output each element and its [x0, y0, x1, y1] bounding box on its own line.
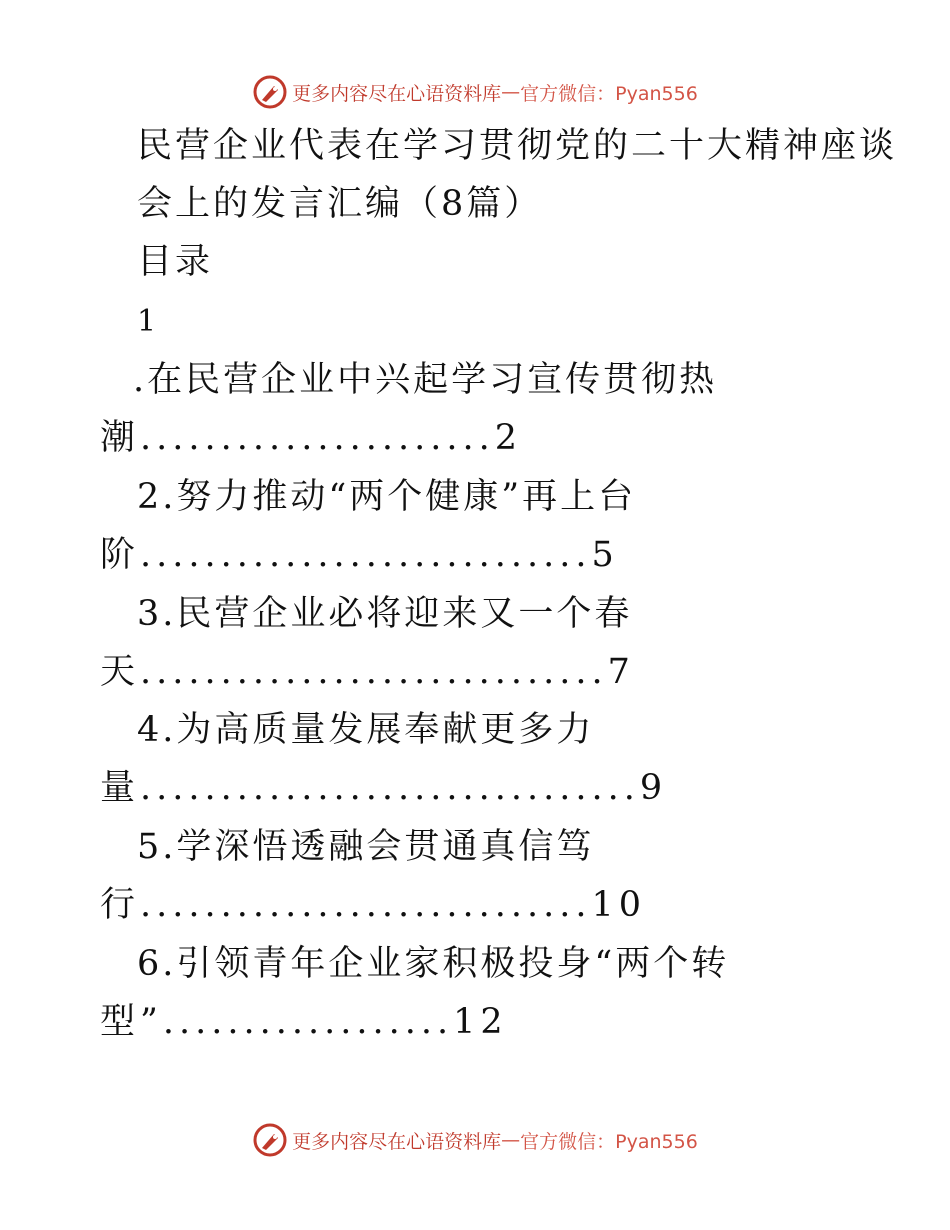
toc-entry-4-title: 4.为高质量发展奉献更多力: [137, 710, 595, 750]
document-title-line-2: 会上的发言汇编（8篇）: [137, 184, 543, 224]
toc-entry-5-leader: 行............................10: [100, 885, 647, 925]
toc-entry-2-title: 2.努力推动“两个健康”再上台: [137, 477, 637, 517]
watermark-wechat: 官方微信：Pyan556: [520, 82, 698, 105]
toc-entry-6-title: 6.引领青年企业家积极投身“两个转: [137, 944, 730, 984]
toc-entry-1-number: 1: [137, 304, 160, 339]
toc-entry-1-title: .在民营企业中兴起学习宣传贯彻热: [133, 360, 718, 400]
watermark-banner-bottom: [0, 1120, 950, 1160]
toc-heading: 目录: [137, 242, 214, 282]
toc-entry-4-leader: 量...............................9: [100, 768, 668, 808]
watermark-banner-top: [0, 72, 950, 112]
watermark-text: 更多内容尽在心语资料库: [292, 1130, 502, 1153]
watermark-separator: —: [501, 81, 521, 103]
toc-entry-1-leader: 潮......................2: [100, 418, 523, 458]
toc-entry-3-leader: 天.............................7: [100, 652, 635, 692]
toc-entry-2-leader: 阶............................5: [100, 535, 619, 575]
toc-entry-6-leader: 型”..................12: [100, 1002, 508, 1042]
watermark-separator: —: [501, 1129, 521, 1151]
toc-entry-3-title: 3.民营企业必将迎来又一个春: [137, 594, 633, 634]
toc-entry-5-title: 5.学深悟透融会贯通真信笃: [137, 827, 595, 867]
pen-nib-logo-icon: [252, 1122, 288, 1158]
watermark-wechat: 官方微信：Pyan556: [520, 1130, 698, 1153]
pen-nib-logo-icon: [252, 74, 288, 110]
document-title-line-1: 民营企业代表在学习贯彻党的二十大精神座谈: [137, 126, 898, 166]
watermark-text: 更多内容尽在心语资料库: [292, 82, 502, 105]
